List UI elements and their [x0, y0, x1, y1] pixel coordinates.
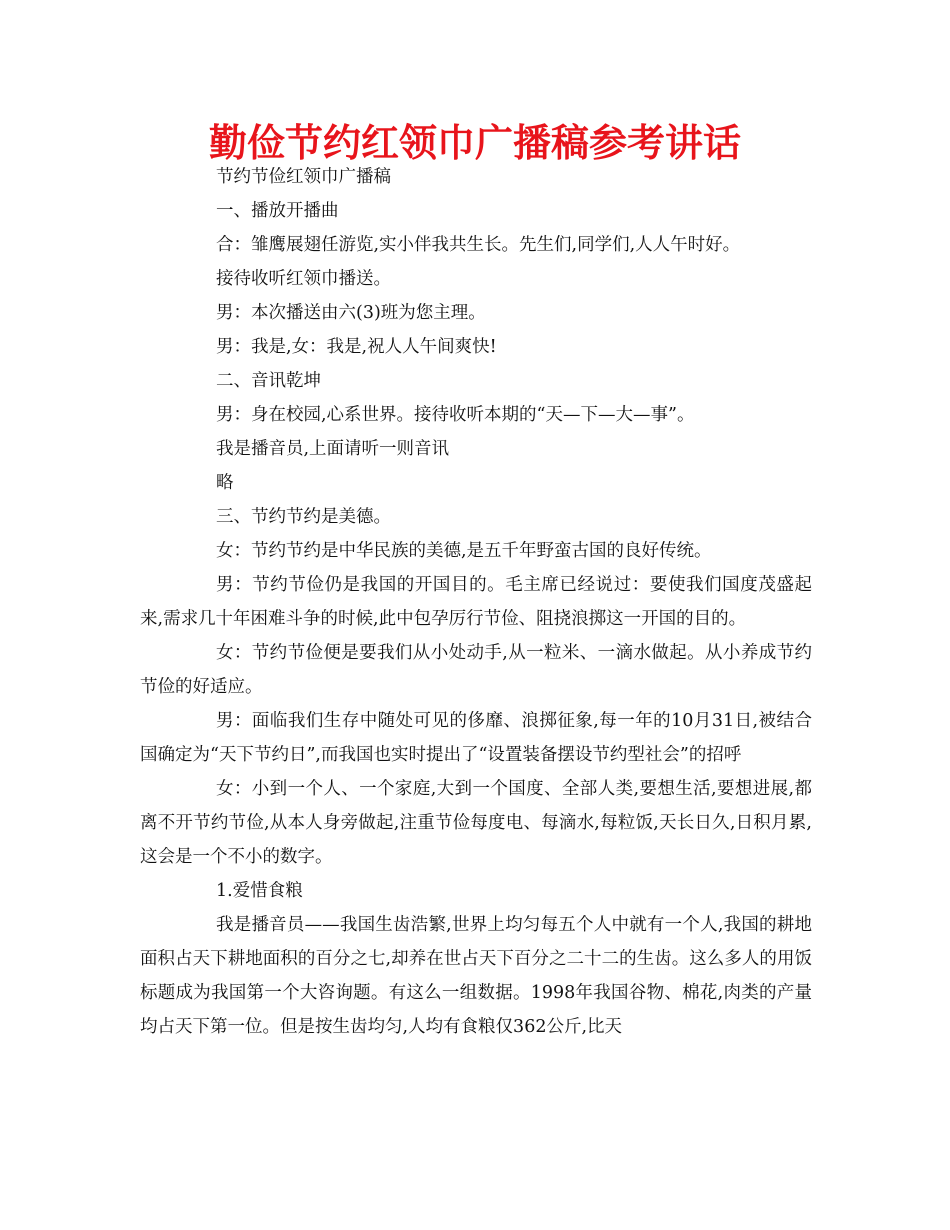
paragraph: 男：面临我们生存中随处可见的侈靡、浪掷征象,每一年的10月31日,被结合国确定为“天下节约日”,而我国也实时提出了“设置装备摆设节约型社会”的招呼 — [140, 711, 812, 765]
text-line: 三、节约节约是美德。 — [216, 507, 391, 527]
text-line: 一、播放开播曲 — [216, 201, 339, 221]
text-line: 男：我是,女：我是,祝人人午间爽快! — [216, 337, 497, 357]
paragraph: 女：小到一个人、一个家庭,大到一个国度、全部人类,要想生活,要想进展,都离不开节约节俭,从本人身旁做起,注重节俭每度电、每滴水,每粒饭,天长日久,日积月累,这会是一个不小的数字。 — [140, 779, 812, 867]
text-line: 我是播音员,上面请听一则音讯 — [216, 439, 450, 459]
paragraph: 我是播音员——我国生齿浩繁,世界上均匀每五个人中就有一个人,我国的耕地面积占天下耕地面积的百分之七,却养在世占天下百分之二十二的生齿。这么多人的用饭标题成为我国第一个大咨询题。有这么一组数据。1998年我国谷物、棉花,肉类的产量均占天下第一位。但是按生齿均匀,人均有食粮仅362公斤,比天 — [140, 915, 812, 1037]
document-body — [140, 160, 812, 1044]
text-line: 男：本次播送由六(3)班为您主理。 — [216, 303, 486, 323]
document-title: 勤俭节约红领巾广播稿参考讲话 — [208, 121, 741, 165]
section-heading: 1.爱惜食粮 — [216, 881, 303, 901]
text-line: 合：雏鹰展翅任游览,实小伴我共生长。先生们,同学们,人人午时好。 — [216, 235, 741, 255]
text-line: 略 — [216, 473, 234, 493]
text-line: 节约节俭红领巾广播稿 — [216, 167, 391, 187]
text-line: 二、音讯乾坤 — [216, 371, 321, 391]
paragraph: 男：节约节俭仍是我国的开国目的。毛主席已经说过：要使我们国度茂盛起来,需求几十年困难斗争的时候,此中包孕厉行节俭、阻挠浪掷这一开国的目的。 — [140, 575, 812, 629]
text-line: 接待收听红领巾播送。 — [216, 269, 391, 289]
text-line: 女：节约节约是中华民族的美德,是五千年野蛮古国的良好传统。 — [216, 541, 712, 561]
paragraph: 女：节约节俭便是要我们从小处动手,从一粒米、一滴水做起。从小养成节约节俭的好适应。 — [140, 643, 812, 697]
text-line: 男：身在校园,心系世界。接待收听本期的“天—下—大—事”。 — [216, 405, 695, 425]
